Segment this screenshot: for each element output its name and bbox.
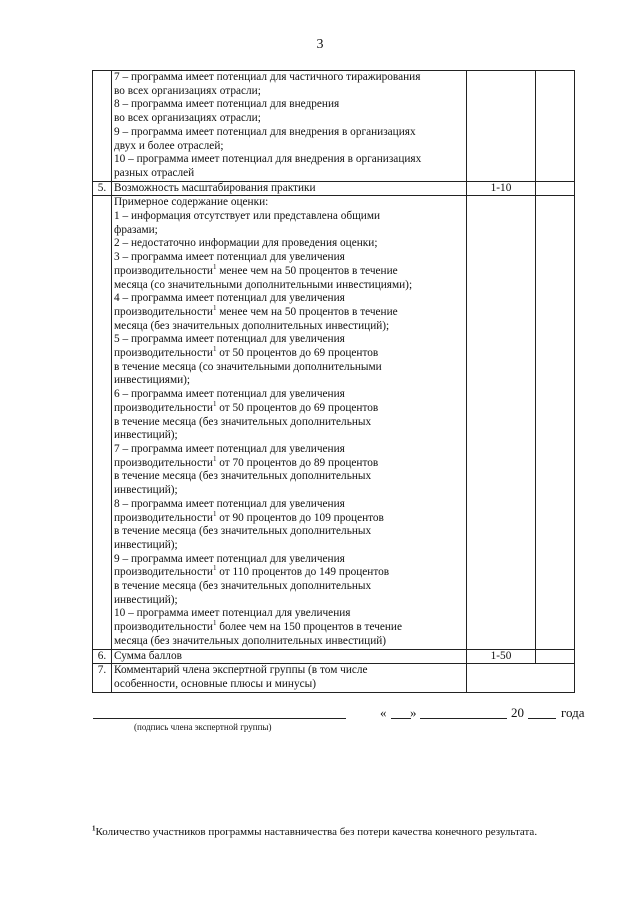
footnote-reference: 1 [212, 564, 217, 573]
points-cell [536, 649, 575, 664]
row-number: 6. [93, 649, 112, 664]
footnote-reference: 1 [212, 345, 217, 354]
criterion-line: двух и более отраслей; [114, 139, 224, 152]
criterion-line: 9 – программа имеет потенциал для внедрения в организациях [114, 125, 416, 138]
footnote-reference: 1 [212, 263, 217, 272]
score-range-cell [467, 196, 536, 649]
criterion-line: разных отраслей [114, 166, 195, 179]
line-start: производительности [114, 566, 213, 579]
description-line: инвестиций); [114, 429, 178, 442]
score-range: 1-10 [467, 181, 536, 196]
date-day-field[interactable] [391, 718, 411, 719]
continuation-text-cell [112, 71, 467, 182]
description-line: 2 – недостаточно информации для проведения оценки; [114, 237, 378, 250]
description-line: инвестициями); [114, 374, 191, 387]
line-end: от 90 процентов до 109 процентов [216, 511, 384, 524]
line-start: производительности [114, 511, 213, 524]
line-end: от 110 процентов до 149 процентов [216, 566, 390, 579]
description-line: 4 – программа имеет потенциал для увеличения [114, 292, 345, 305]
line-start: производительности [114, 264, 213, 277]
description-line: месяца (без значительных дополнительных инвестиций); [114, 319, 390, 332]
comment-line: особенности, основные плюсы и минусы) [114, 677, 316, 690]
date-year-field[interactable] [528, 718, 556, 719]
description-line: 6 – программа имеет потенциал для увеличения [114, 388, 345, 401]
description-line: в течение месяца (без значительных дополнительных [114, 580, 372, 593]
description-line: месяца (со значительными дополнительными инвестициями); [114, 278, 413, 291]
comment-label [112, 664, 467, 692]
line-end: от 50 процентов до 69 процентов [216, 347, 379, 360]
criterion-title: Сумма баллов [112, 649, 467, 664]
description-line: фразами; [114, 223, 158, 236]
description-line: в течение месяца (со значительными дополнительными [114, 360, 382, 373]
signature-line[interactable] [93, 718, 346, 719]
description-line [114, 454, 464, 471]
table-row-5-description [93, 196, 575, 649]
description-line [114, 566, 464, 580]
description-line [114, 306, 464, 320]
description-line: инвестиций); [114, 484, 178, 497]
description-line: 8 – программа имеет потенциал для увеличения [114, 497, 345, 510]
line-end: от 70 процентов до 89 процентов [216, 456, 379, 469]
evaluation-table [92, 70, 575, 693]
description-line: в течение месяца (без значительных дополнительных [114, 525, 372, 538]
score-range: 1-50 [467, 649, 536, 664]
footnote-reference: 1 [212, 400, 217, 409]
table-row-7 [93, 664, 575, 692]
description-line: в течение месяца (без значительных дополнительных [114, 470, 372, 483]
date-open-quote: « [380, 705, 387, 720]
footnote-reference: 1 [212, 509, 217, 518]
line-end: более чем на 150 процентов в течение [216, 621, 402, 634]
description-line: 10 – программа имеет потенциал для увеличения [114, 607, 351, 620]
points-cell [536, 196, 575, 649]
line-end: менее чем на 50 процентов в течение [216, 264, 398, 277]
description-line: 3 – программа имеет потенциал для увеличения [114, 251, 345, 264]
footnote-text: Количество участников программы наставничества без потери качества конечного результата. [95, 826, 538, 838]
comment-field[interactable] [467, 664, 575, 692]
signature-caption: (подпись члена экспертной группы) [134, 722, 272, 732]
table-row-6 [93, 649, 575, 664]
criterion-line: 8 – программа имеет потенциал для внедрения [114, 98, 340, 111]
description-line [114, 621, 464, 635]
criterion-title: Возможность масштабирования практики [112, 181, 467, 196]
score-range-cell [467, 71, 536, 182]
description-line: инвестиций); [114, 593, 178, 606]
footnote-reference: 1 [212, 619, 217, 628]
line-start: производительности [114, 621, 213, 634]
points-cell [536, 181, 575, 196]
row-number: 5. [93, 181, 112, 196]
description-line [114, 265, 464, 279]
description-line: 5 – программа имеет потенциал для увеличения [114, 333, 345, 346]
description-line: 7 – программа имеет потенциал для увеличения [114, 442, 345, 455]
description-line [114, 402, 464, 416]
footnote-mark: 1 [92, 824, 96, 833]
footnote [92, 826, 537, 838]
date-month-field[interactable] [420, 718, 507, 719]
row-number-cell [93, 196, 112, 649]
criterion-line: во всех организациях отрасли; [114, 112, 261, 125]
line-end: менее чем на 50 процентов в течение [216, 305, 398, 318]
criterion-line: 7 – программа имеет потенциал для частичного тиражирования [114, 71, 421, 83]
description-line: в течение месяца (без значительных дополнительных [114, 415, 372, 428]
footnote-reference: 1 [212, 304, 217, 313]
row-number-cell [93, 71, 112, 182]
row-number: 7. [93, 664, 112, 692]
description-line [114, 347, 464, 361]
description-line: 9 – программа имеет потенциал для увеличения [114, 552, 345, 565]
description-cell [112, 196, 467, 649]
description-line: 1 – информация отсутствует или представлена общими [114, 210, 381, 223]
criterion-line: 10 – программа имеет потенциал для внедрения в организациях [114, 153, 422, 166]
points-cell [536, 71, 575, 182]
comment-line: Комментарий члена экспертной группы (в том числе [114, 664, 368, 677]
description-line: месяца (без значительных дополнительных инвестиций) [114, 634, 387, 647]
line-end: от 50 процентов до 69 процентов [216, 401, 379, 414]
date-year-word: года [561, 705, 585, 720]
table-row-5 [93, 181, 575, 196]
footnote-reference: 1 [212, 454, 217, 463]
date-century: 20 [511, 705, 524, 720]
line-start: производительности [114, 347, 213, 360]
criterion-line: во всех организациях отрасли; [114, 84, 261, 97]
page-number: 3 [316, 37, 324, 52]
table-row-continuation [93, 71, 575, 182]
date-close-quote: » [410, 705, 417, 720]
line-start: производительности [114, 456, 213, 469]
description-line [114, 509, 464, 526]
description-heading: Примерное содержание оценки: [114, 196, 269, 209]
description-line: инвестиций); [114, 538, 178, 551]
line-start: производительности [114, 305, 213, 318]
line-start: производительности [114, 401, 213, 414]
